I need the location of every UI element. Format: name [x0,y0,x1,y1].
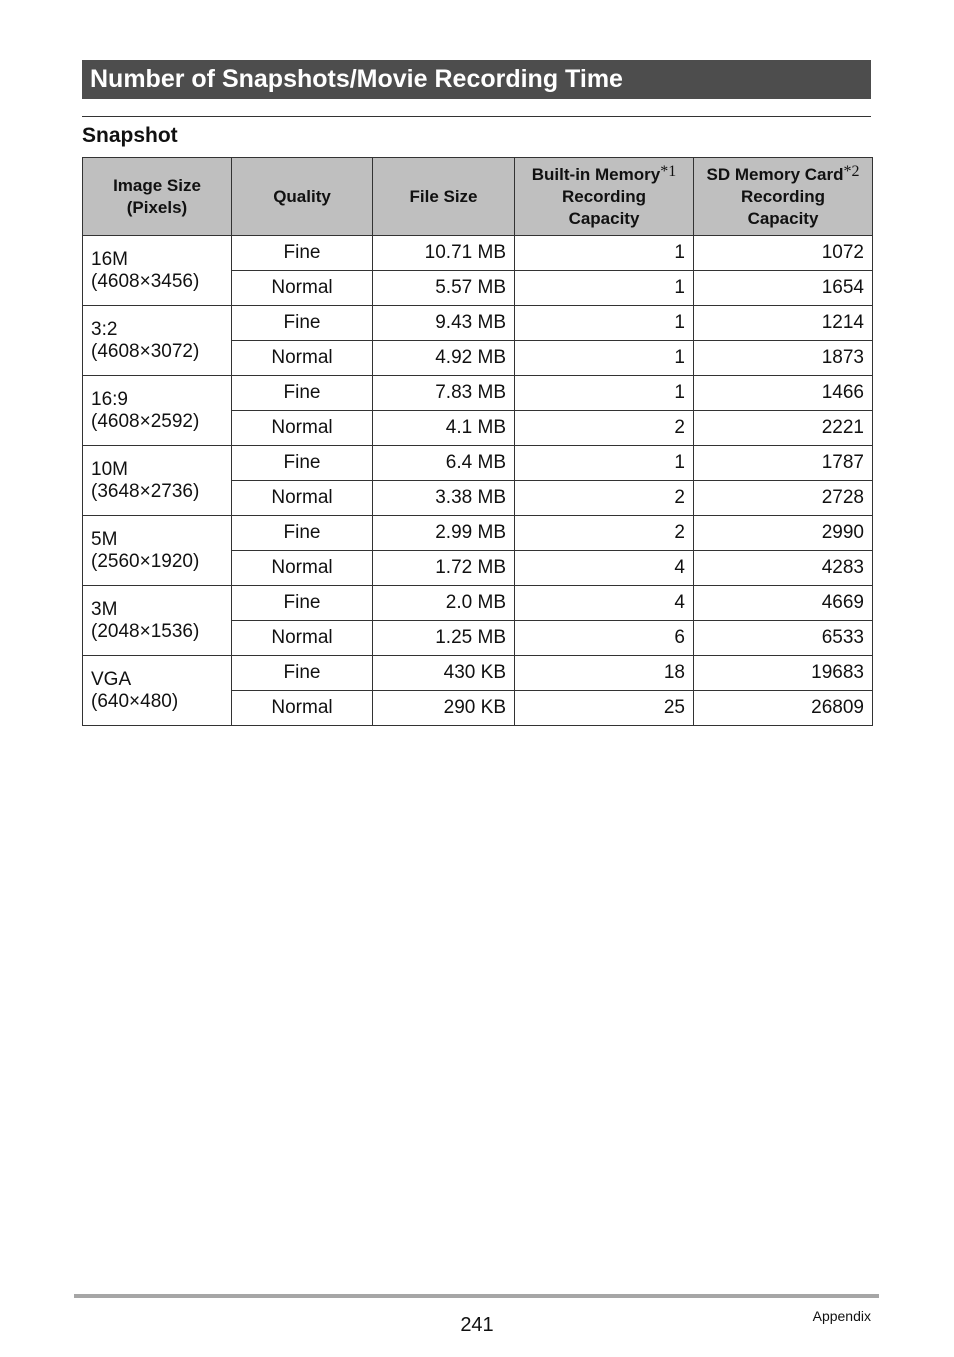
builtin-capacity-cell: 1 [515,446,694,481]
image-size-pixels: (4608×2592) [91,410,200,432]
file-size-cell: 10.71 MB [373,236,515,271]
file-size-cell: 3.38 MB [373,481,515,516]
quality-cell: Fine [232,516,373,551]
sd-capacity-cell: 2990 [694,516,873,551]
quality-cell: Normal [232,621,373,656]
builtin-capacity-cell: 1 [515,306,694,341]
image-size-name: 3M [91,598,118,620]
quality-cell: Normal [232,341,373,376]
image-size-name: 16M [91,248,128,270]
file-size-cell: 5.57 MB [373,271,515,306]
builtin-capacity-cell: 1 [515,236,694,271]
quality-cell: Normal [232,481,373,516]
sd-capacity-cell: 6533 [694,621,873,656]
builtin-capacity-cell: 1 [515,376,694,411]
header-file-size: File Size [373,158,515,236]
page-number: 241 [460,1314,494,1336]
sd-capacity-cell: 2728 [694,481,873,516]
file-size-cell: 1.72 MB [373,551,515,586]
image-size-pixels: (4608×3072) [91,340,200,362]
quality-cell: Fine [232,586,373,621]
file-size-cell: 4.1 MB [373,411,515,446]
quality-cell: Fine [232,376,373,411]
file-size-cell: 430 KB [373,656,515,691]
file-size-cell: 6.4 MB [373,446,515,481]
sd-capacity-cell: 4669 [694,586,873,621]
header-sd-line3: Capacity [747,208,819,228]
image-size-cell [83,236,232,306]
builtin-capacity-cell: 25 [515,691,694,726]
header-image-size-line2: (Pixels) [126,197,188,217]
footnote-marker-1: *1 [660,162,677,180]
builtin-capacity-cell: 4 [515,551,694,586]
table-row [83,306,873,341]
builtin-capacity-cell: 6 [515,621,694,656]
image-size-name: 16:9 [91,388,128,410]
sd-capacity-cell: 19683 [694,656,873,691]
image-size-cell [83,516,232,586]
file-size-cell: 7.83 MB [373,376,515,411]
image-size-cell [83,656,232,726]
header-sd-line2: Recording [740,186,826,206]
footnote-marker-2: *2 [843,162,860,180]
image-size-name: 5M [91,528,118,550]
file-size-cell: 9.43 MB [373,306,515,341]
quality-cell: Normal [232,551,373,586]
image-size-cell [83,306,232,376]
builtin-capacity-cell: 2 [515,516,694,551]
builtin-capacity-cell: 2 [515,481,694,516]
sd-capacity-cell: 26809 [694,691,873,726]
sd-capacity-cell: 1072 [694,236,873,271]
image-size-cell [83,446,232,516]
sd-capacity-cell: 1654 [694,271,873,306]
quality-cell: Fine [232,236,373,271]
file-size-cell: 2.0 MB [373,586,515,621]
image-size-cell [83,586,232,656]
builtin-capacity-cell: 4 [515,586,694,621]
file-size-cell: 4.92 MB [373,341,515,376]
sd-capacity-cell: 2221 [694,411,873,446]
header-builtin-line1: Built-in Memory [531,164,661,184]
header-sd-card [694,158,873,236]
section-heading: Snapshot [82,124,178,147]
builtin-capacity-cell: 18 [515,656,694,691]
header-builtin-line2: Recording [561,186,647,206]
quality-cell: Normal [232,271,373,306]
file-size-cell: 1.25 MB [373,621,515,656]
sd-capacity-cell: 1466 [694,376,873,411]
table-row [83,586,873,621]
header-builtin-line3: Capacity [568,208,640,228]
image-size-pixels: (4608×3456) [91,270,200,292]
table-body [83,236,873,726]
title-divider [82,116,871,117]
builtin-capacity-cell: 2 [515,411,694,446]
header-sd-line1: SD Memory Card [706,164,844,184]
quality-cell: Fine [232,306,373,341]
image-size-pixels: (640×480) [91,690,179,712]
footer-divider [74,1294,879,1298]
footer-section-label: Appendix [812,1308,871,1324]
table-row [83,376,873,411]
table-row [83,446,873,481]
sd-capacity-cell: 1214 [694,306,873,341]
image-size-name: VGA [91,668,132,690]
header-quality: Quality [232,158,373,236]
quality-cell: Normal [232,411,373,446]
sd-capacity-cell: 1873 [694,341,873,376]
table-header-row [83,158,873,236]
quality-cell: Fine [232,446,373,481]
snapshot-table [82,157,873,726]
header-image-size [83,158,232,236]
image-size-pixels: (2560×1920) [91,550,200,572]
table-row [83,236,873,271]
image-size-name: 3:2 [91,318,118,340]
image-size-cell [83,376,232,446]
sd-capacity-cell: 1787 [694,446,873,481]
quality-cell: Fine [232,656,373,691]
image-size-pixels: (2048×1536) [91,620,200,642]
file-size-cell: 2.99 MB [373,516,515,551]
page-title: Number of Snapshots/Movie Recording Time [82,60,871,99]
table-row [83,656,873,691]
image-size-pixels: (3648×2736) [91,480,200,502]
table-row [83,516,873,551]
sd-capacity-cell: 4283 [694,551,873,586]
image-size-name: 10M [91,458,128,480]
builtin-capacity-cell: 1 [515,271,694,306]
quality-cell: Normal [232,691,373,726]
header-image-size-line1: Image Size [113,175,201,195]
file-size-cell: 290 KB [373,691,515,726]
builtin-capacity-cell: 1 [515,341,694,376]
header-builtin-memory [515,158,694,236]
